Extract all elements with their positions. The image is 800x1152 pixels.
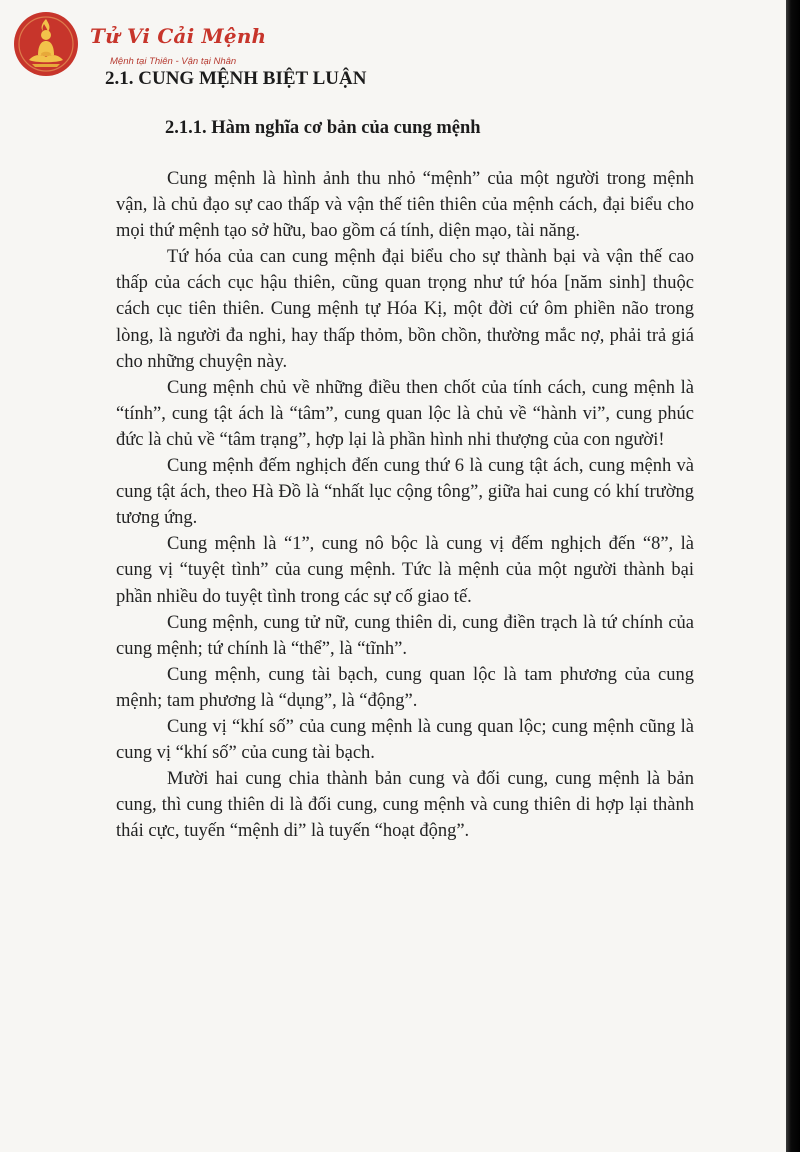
- section-title: 2.1. CUNG MỆNH BIỆT LUẬN: [105, 68, 367, 89]
- page-edge-shadow: [786, 0, 800, 1152]
- paragraph: Tứ hóa của can cung mệnh đại biểu cho sự thành bại và vận thế cao thấp của cách cục hậu thiên, cũng quan trọng như tứ hóa [năm sinh] thuộc cách cục tiên thiên. Cung mệnh tự Hóa Kị, một đời cứ ôm phiền não trong lòng, là người đa nghi, hay thấp thỏm, bồn chồn, thường mắc nợ, phải trả giá cho những chuyện này.: [116, 247, 694, 372]
- paragraph: Cung mệnh là “1”, cung nô bộc là cung vị đếm nghịch đến “8”, là cung vị “tuyệt tình” của cung mệnh. Tức là mệnh của một người thành bại phần nhiều do tuyệt tình trong các sự cố giao tế.: [116, 534, 694, 607]
- paragraph: Cung vị “khí số” của cung mệnh là cung quan lộc; cung mệnh cũng là cung vị “khí số” của cung tài bạch.: [116, 716, 694, 764]
- logo-slogan: Mệnh tại Thiên - Vận tại Nhân: [110, 56, 237, 67]
- paragraph: Mười hai cung chia thành bản cung và đối cung, cung mệnh là bản cung, thì cung thiên di là đối cung, cung mệnh và cung thiên di hợp lại thành thái cực, tuyến “mệnh di” là tuyến “hoạt động”.: [116, 769, 694, 842]
- logo-name: Tử Vi Cải Mệnh: [90, 24, 267, 48]
- paragraph: Cung mệnh là hình ảnh thu nhỏ “mệnh” của một người trong mệnh vận, là chủ đạo sự cao thấp và vận thế tiên thiên của mệnh cách, đại biểu cho mọi thứ mệnh tạo sở hữu, bao gồm cá tính, diện mạo, tài năng.: [116, 169, 694, 242]
- meditating-buddha-icon: [12, 10, 80, 78]
- paragraph: Cung mệnh chủ về những điều then chốt của tính cách, cung mệnh là “tính”, cung tật ách là “tâm”, cung quan lộc là chủ về “hành vi”, cung phúc đức là chủ về “tâm trạng”, hợp lại là phần hình nhi thượng của con người!: [116, 377, 694, 450]
- body-text: [116, 166, 694, 844]
- paragraph: Cung mệnh, cung tử nữ, cung thiên di, cung điền trạch là tứ chính của cung mệnh; tứ chính là “thể”, là “tĩnh”.: [116, 612, 694, 659]
- paragraph: Cung mệnh đếm nghịch đến cung thứ 6 là cung tật ách, cung mệnh và cung tật ách, theo Hà Đồ là “nhất lục cộng tông”, giữa hai cung có khí trường tương ứng.: [116, 456, 694, 529]
- subsection-title: 2.1.1. Hàm nghĩa cơ bản của cung mệnh: [165, 118, 481, 138]
- paragraph: Cung mệnh, cung tài bạch, cung quan lộc là tam phương của cung mệnh; tam phương là “dụng”, là “động”.: [116, 664, 694, 711]
